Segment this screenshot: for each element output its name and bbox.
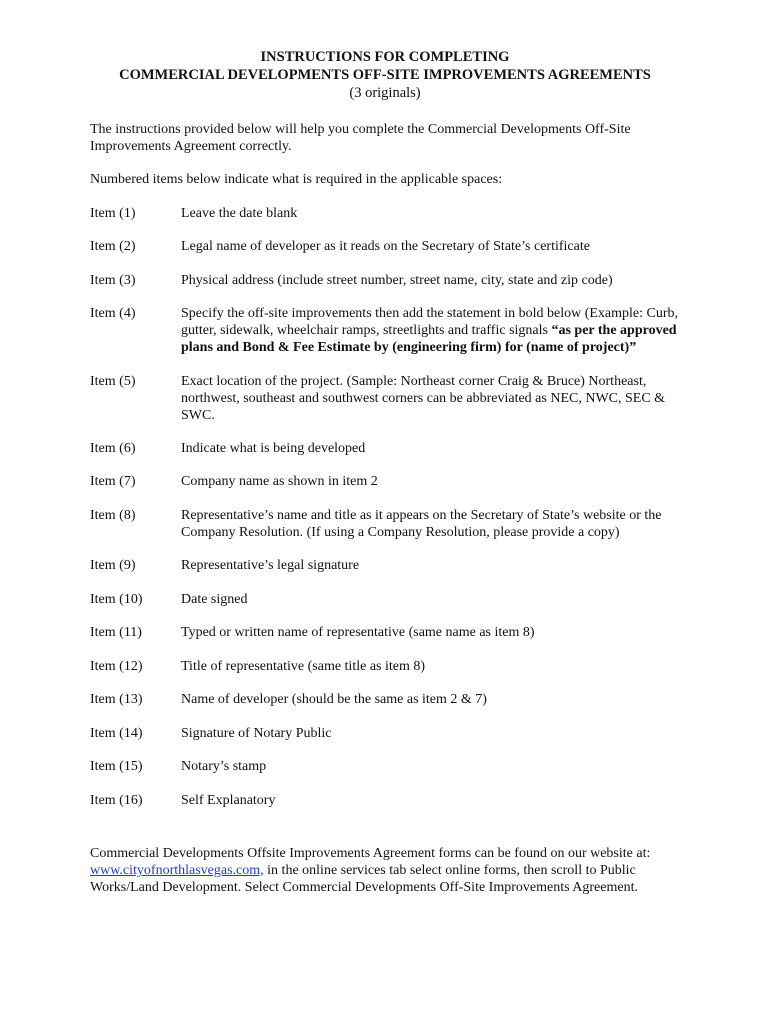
- item-text: Date signed: [181, 592, 248, 607]
- item-label: Item (5): [90, 374, 136, 389]
- item-label: Item (13): [90, 692, 143, 707]
- item-label: Item (8): [90, 508, 136, 523]
- item-text: Specify the off-site improvements then add the statement in bold below (Example: Curb, gutter, sidewalk, wheelchair ramps, streetlights and traffic signals: [181, 306, 679, 338]
- item-label: Item (10): [90, 592, 143, 607]
- item-text: Indicate what is being developed: [181, 441, 366, 456]
- item-text: Title of representative (same title as item 8): [181, 659, 426, 674]
- item-text: Representative’s name and title as it appears on the Secretary of State’s website or the Company Resolution. (If using a Company Resolution, please provide a copy): [181, 508, 662, 540]
- item-text: Exact location of the project. (Sample: Northeast corner Craig & Bruce) Northeast, northwest, southeast and southwest corners can be abbreviated as NEC, NWC, SEC & SWC.: [181, 374, 666, 423]
- item-label: Item (16): [90, 793, 143, 808]
- item-bold-statement: “as per the approved plans and Bond & Fee Estimate by (engineering firm) for (name of project)”: [181, 323, 677, 355]
- document-subtitle: (3 originals): [349, 85, 421, 101]
- document-title-line-2: COMMERCIAL DEVELOPMENTS OFF-SITE IMPROVEMENTS AGREEMENTS: [119, 67, 651, 83]
- item-label: Item (14): [90, 726, 143, 741]
- item-text: Typed or written name of representative (same name as item 8): [181, 625, 535, 640]
- item-text: Representative’s legal signature: [181, 558, 360, 573]
- numbered-items-note: Numbered items below indicate what is required in the applicable spaces:: [90, 172, 503, 187]
- item-text: Company name as shown in item 2: [181, 474, 378, 489]
- item-label: Item (3): [90, 273, 136, 288]
- footer-rest-text: in the online services tab select online forms, then scroll to Public Works/Land Development. Select Commercial Developments Off-Site Improvements Agreement.: [90, 863, 638, 895]
- item-label: Item (1): [90, 206, 136, 221]
- item-text: Physical address (include street number, street name, city, state and zip code): [181, 273, 613, 288]
- item-text-block: [181, 305, 689, 356]
- item-text: Legal name of developer as it reads on the Secretary of State’s certificate: [181, 239, 590, 254]
- item-label: Item (6): [90, 441, 136, 456]
- item-text: Leave the date blank: [181, 206, 298, 221]
- item-text: Notary’s stamp: [181, 759, 267, 774]
- item-label: Item (12): [90, 659, 143, 674]
- footer-paragraph: [90, 845, 690, 896]
- footer-lead-text: Commercial Developments Offsite Improvements Agreement forms can be found on our website at:: [90, 846, 651, 861]
- item-label: Item (2): [90, 239, 136, 254]
- intro-paragraph: The instructions provided below will help you complete the Commercial Developments Off-Site Improvements Agreement correctly.: [90, 122, 631, 154]
- item-text: Signature of Notary Public: [181, 726, 332, 741]
- item-label: Item (7): [90, 474, 136, 489]
- item-text: Self Explanatory: [181, 793, 276, 808]
- item-label: Item (4): [90, 306, 136, 321]
- item-label: Item (9): [90, 558, 136, 573]
- item-label: Item (15): [90, 759, 143, 774]
- document-title-line-1: INSTRUCTIONS FOR COMPLETING: [260, 49, 510, 65]
- website-link[interactable]: www.cityofnorthlasvegas.com,: [90, 863, 264, 878]
- item-text: Name of developer (should be the same as item 2 & 7): [181, 692, 487, 707]
- item-label: Item (11): [90, 625, 142, 640]
